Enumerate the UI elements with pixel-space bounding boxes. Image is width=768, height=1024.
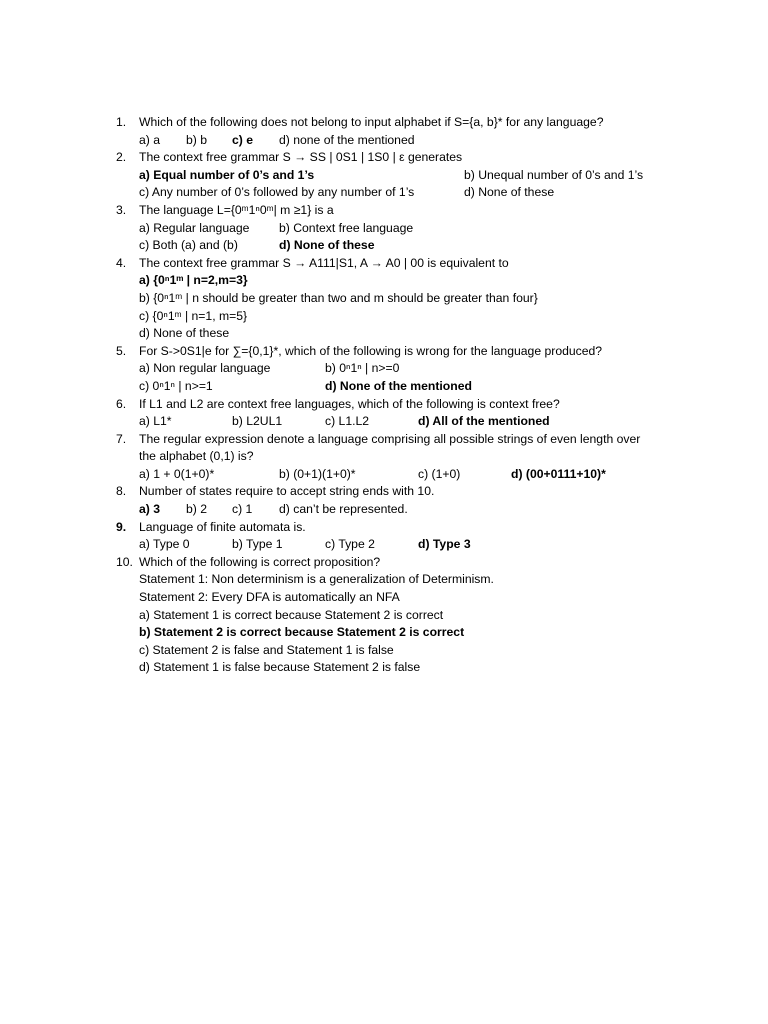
question-text: Language of finite automata is. bbox=[139, 519, 306, 534]
question-text: The language L={0ᵐ1ⁿ0ᵐ| m ≥1} is a bbox=[139, 202, 334, 217]
question-8 bbox=[0, 483, 768, 501]
option-a: a) 1 + 0(1+0)* bbox=[139, 466, 215, 481]
question-text: If L1 and L2 are context free languages, which of the following is context free? bbox=[139, 396, 560, 411]
question-number: 3. bbox=[116, 202, 127, 217]
options-row bbox=[0, 184, 768, 202]
option-a: a) Type 0 bbox=[139, 537, 190, 552]
question-text: Number of states require to accept string ends with 10. bbox=[139, 484, 435, 499]
option-a: a) L1* bbox=[139, 414, 172, 429]
question-7-continued bbox=[0, 448, 768, 466]
statement-2: Statement 2: Every DFA is automatically an NFA bbox=[139, 590, 400, 605]
option-b: b) Type 1 bbox=[232, 537, 283, 552]
option-d: d) All of the mentioned bbox=[418, 414, 550, 429]
options-row bbox=[0, 325, 768, 343]
options-row bbox=[0, 536, 768, 554]
option-b: b) b bbox=[186, 132, 208, 147]
option-a: a) Statement 1 is correct because Statement 2 is correct bbox=[139, 607, 444, 622]
question-number: 10. bbox=[116, 554, 133, 569]
options-row bbox=[0, 132, 768, 150]
question-1 bbox=[0, 114, 768, 132]
options-row bbox=[0, 378, 768, 396]
question-number: 1. bbox=[116, 115, 127, 129]
question-number: 4. bbox=[116, 255, 127, 270]
option-a: a) a bbox=[139, 132, 161, 147]
statement-row bbox=[0, 589, 768, 607]
option-c: c) e bbox=[232, 132, 254, 147]
question-number: 7. bbox=[116, 431, 127, 446]
option-d: d) None of these bbox=[464, 185, 555, 200]
option-a: a) Equal number of 0’s and 1’s bbox=[139, 167, 315, 182]
options-row bbox=[0, 308, 768, 326]
option-b: b) 0ⁿ1ⁿ | n>=0 bbox=[325, 361, 400, 376]
option-d: d) None of the mentioned bbox=[325, 378, 472, 393]
question-text: Which of the following is correct proposition? bbox=[139, 554, 381, 569]
option-b: b) (0+1)(1+0)* bbox=[279, 466, 356, 481]
question-number: 9. bbox=[116, 519, 127, 534]
options-row bbox=[0, 290, 768, 308]
option-b: b) L2UL1 bbox=[232, 414, 283, 429]
statement-row bbox=[0, 571, 768, 589]
option-b: b) Statement 2 is correct because Statement 2 is correct bbox=[139, 625, 465, 640]
option-c: c) Statement 2 is false and Statement 1 is false bbox=[139, 642, 394, 657]
option-d: d) Type 3 bbox=[418, 537, 471, 552]
options-row bbox=[0, 413, 768, 431]
option-c: c) Type 2 bbox=[325, 537, 375, 552]
question-text: The regular expression denote a language comprising all possible strings of even length over bbox=[139, 431, 641, 446]
option-d: d) (00+0111+10)* bbox=[511, 466, 606, 481]
question-text: For S->0S1|e for ∑={0,1}*, which of the following is wrong for the language produced? bbox=[139, 343, 603, 358]
question-4 bbox=[0, 255, 768, 273]
options-row bbox=[0, 220, 768, 238]
question-2 bbox=[0, 149, 768, 167]
question-text: The context free grammar S → SS | 0S1 | 1S0 | ε generates bbox=[139, 150, 463, 165]
option-a: a) Non regular language bbox=[139, 361, 271, 376]
option-b: b) {0ⁿ1ᵐ | n should be greater than two and m should be greater than four} bbox=[139, 290, 538, 305]
option-b: b) 2 bbox=[186, 502, 208, 517]
question-3 bbox=[0, 202, 768, 220]
options-row bbox=[0, 624, 768, 642]
question-number: 6. bbox=[116, 396, 127, 411]
question-number: 5. bbox=[116, 343, 127, 358]
option-c: c) Both (a) and (b) bbox=[139, 238, 238, 253]
options-row bbox=[0, 237, 768, 255]
options-row bbox=[0, 642, 768, 660]
question-5 bbox=[0, 343, 768, 361]
options-row bbox=[0, 360, 768, 378]
question-list bbox=[0, 114, 768, 677]
option-a: a) {0ⁿ1ᵐ | n=2,m=3} bbox=[139, 273, 248, 288]
option-a: a) 3 bbox=[139, 502, 161, 517]
option-c: c) L1.L2 bbox=[325, 414, 370, 429]
option-b: b) Context free language bbox=[279, 220, 414, 235]
options-row bbox=[0, 272, 768, 290]
option-d: d) None of these bbox=[279, 238, 375, 253]
question-7 bbox=[0, 431, 768, 449]
options-row bbox=[0, 607, 768, 625]
option-d: d) none of the mentioned bbox=[279, 132, 415, 147]
statement-1: Statement 1: Non determinism is a generalization of Determinism. bbox=[139, 572, 494, 587]
question-text: Which of the following does not belong to input alphabet if S={a, b}* for any language? bbox=[139, 115, 604, 129]
option-b: b) Unequal number of 0’s and 1’s bbox=[464, 167, 644, 182]
option-d: d) can’t be represented. bbox=[279, 502, 408, 517]
option-c: c) 0ⁿ1ⁿ | n>=1 bbox=[139, 378, 213, 393]
option-a: a) Regular language bbox=[139, 220, 250, 235]
option-d: d) Statement 1 is false because Statement 2 is false bbox=[139, 660, 421, 675]
question-number: 8. bbox=[116, 484, 127, 499]
options-row bbox=[0, 501, 768, 519]
question-10 bbox=[0, 554, 768, 572]
option-c: c) (1+0) bbox=[418, 466, 461, 481]
question-9 bbox=[0, 519, 768, 537]
question-6 bbox=[0, 396, 768, 414]
question-number: 2. bbox=[116, 150, 127, 165]
options-row bbox=[0, 659, 768, 677]
question-text-continued: the alphabet (0,1) is? bbox=[139, 449, 254, 464]
option-c: c) 1 bbox=[232, 502, 253, 517]
options-row bbox=[0, 466, 768, 484]
option-c: c) {0ⁿ1ᵐ | n=1, m=5} bbox=[139, 308, 248, 323]
question-text: The context free grammar S → A111|S1, A → A0 | 00 is equivalent to bbox=[139, 255, 509, 270]
option-c: c) Any number of 0’s followed by any number of 1’s bbox=[139, 185, 415, 200]
option-d: d) None of these bbox=[139, 326, 230, 341]
options-row bbox=[0, 167, 768, 185]
